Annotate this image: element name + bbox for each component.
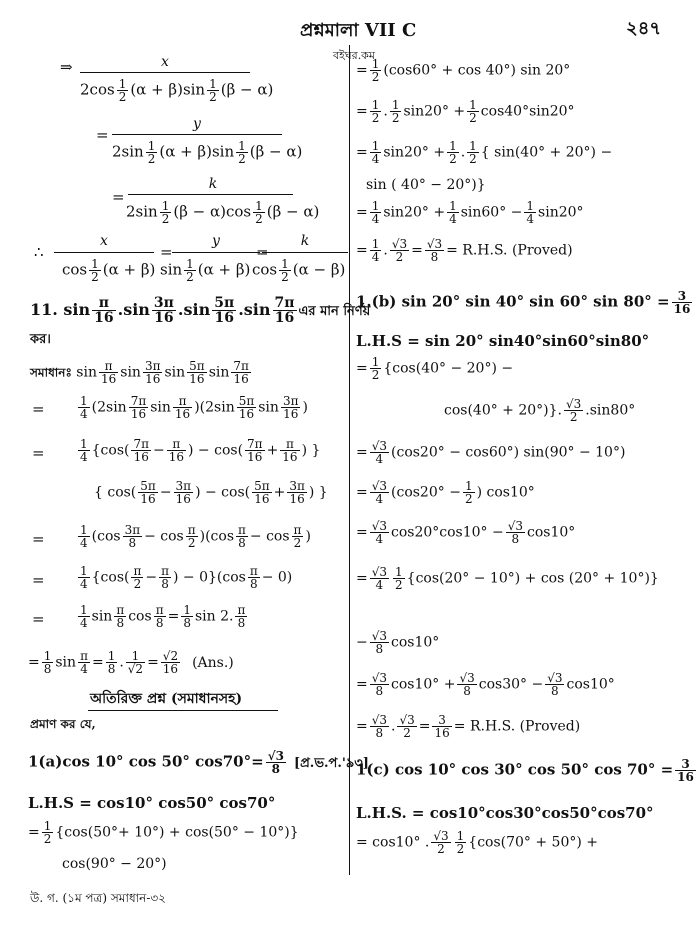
- eq-sign-1: =: [32, 400, 45, 418]
- right-b-line-5: = $\frac{√3}{4}$ cos20°cos10° − $\frac{√3}{8}$ cos10°: [356, 519, 576, 546]
- solution-line-1: $\frac{1}{4}$ (2sin $\frac{7\pi}{16}$ sin $\frac{\pi}{16}$ )(2sin $\frac{5\pi}{16}$ sin $\frac{3\pi}{16}$ ): [80, 394, 308, 421]
- result-den-2: sin $\frac{1}{2}$ (α + β): [160, 257, 251, 284]
- result-eq-1: =: [160, 243, 173, 261]
- right-c-line-1: = cos10° . $\frac{√3}{2}$ $\frac{1}{2}$ {cos(70° + 50°) +: [356, 829, 599, 856]
- ratio3-den: 2sin $\frac{1}{2}$ (β − α)cos $\frac{1}{2}$ (β − α): [126, 199, 320, 226]
- page-number: ২৪৭: [626, 18, 662, 39]
- right-line-3b: sin ( 40° − 20°)}: [366, 177, 486, 193]
- result-bar-2: [172, 252, 260, 253]
- solution-line-2: $\frac{1}{4}$ {cos( $\frac{7\pi}{16}$ − $\frac{\pi}{16}$ ) − cos( $\frac{7\pi}{16}$ + $\frac{\pi}{16}$ ) }: [80, 437, 321, 464]
- right-b-line-4: = $\frac{√3}{4}$ (cos20° − $\frac{1}{2}$ ) cos10°: [356, 479, 535, 506]
- result-den-3: cos $\frac{1}{2}$ (α − β): [252, 257, 346, 284]
- therefore-symbol: ∴: [34, 243, 44, 261]
- watermark: বইঘর.কম: [333, 49, 375, 62]
- lhs-1a-step1: = $\frac{1}{2}$ {cos(50°+ 10°) + cos(50° − 10°)}: [28, 819, 299, 846]
- question-11: 11. sin $\frac{\pi}{16}$ .sin $\frac{3\pi}{16}$ .sin $\frac{5\pi}{16}$ .sin $\frac{7\pi}{16}$ এর মান নির্ণয়: [30, 295, 371, 326]
- result-k: k: [300, 233, 310, 249]
- result-y: y: [212, 233, 220, 249]
- lhs-1a: L.H.S = cos10° cos50° cos70°: [28, 794, 276, 812]
- prove-label: প্রমাণ কর যে,: [30, 717, 96, 731]
- eq-sign-5: =: [32, 571, 45, 589]
- right-b-line-8: = $\frac{√3}{8}$ cos10° + $\frac{√3}{8}$ cos30° − $\frac{√3}{8}$ cos10°: [356, 671, 615, 698]
- result-bar-3: [262, 252, 348, 253]
- right-b-line-1: = $\frac{1}{2}$ {cos(40° − 20°) −: [356, 355, 514, 382]
- question-1c: 1(c) cos 10° cos 30° cos 50° cos 70° = $\frac{3}{16}$: [356, 757, 694, 784]
- right-line-1: = $\frac{1}{2}$ (cos60° + cos 40°) sin 20°: [356, 57, 571, 84]
- ratio2-den: 2sin $\frac{1}{2}$ (α + β)sin $\frac{1}{2}$ (β − α): [112, 139, 303, 166]
- ratio2-eq: =: [96, 126, 109, 144]
- extra-questions-heading: অতিরিক্ত প্রশ্ন (সমাধানসহ): [90, 691, 243, 707]
- page-title: প্রশ্নমালা VII C: [300, 20, 417, 41]
- question-1b: 1.(b) sin 20° sin 40° sin 60° sin 80° = $\frac{3}{16}$: [356, 289, 691, 316]
- solution-line-4: $\frac{1}{4}$ (cos $\frac{3\pi}{8}$ − cos $\frac{\pi}{2}$ )(cos $\frac{\pi}{8}$ − cos $\frac{\pi}{2}$ ): [80, 523, 311, 550]
- ratio2-num: y: [193, 116, 201, 132]
- right-line-5: = $\frac{1}{4}$ . $\frac{√3}{2}$ = $\frac{√3}{8}$ = R.H.S. (Proved): [356, 237, 573, 264]
- eq-sign-4: =: [32, 530, 45, 548]
- ratio1-den: 2cos $\frac{1}{2}$ (α + β)sin $\frac{1}{2}$ (β − α): [80, 77, 274, 104]
- result-x: x: [100, 233, 108, 249]
- eq-sign-2: =: [32, 444, 45, 462]
- eq-sign-6: =: [32, 610, 45, 628]
- ratio2-bar: [112, 134, 282, 135]
- right-b-line-6: = $\frac{√3}{4}$ $\frac{1}{2}$ {cos(20° − 10°) + cos (20° + 10°)}: [356, 565, 659, 592]
- right-line-3: = $\frac{1}{4}$ sin20° + $\frac{1}{2}$ . $\frac{1}{2}$ { sin(40° + 20°) −: [356, 139, 613, 166]
- right-b-line-2: cos(40° + 20°)}. $\frac{√3}{2}$ .sin80°: [444, 397, 636, 424]
- right-line-4: = $\frac{1}{4}$ sin20° + $\frac{1}{4}$ sin60° − $\frac{1}{4}$ sin20°: [356, 199, 584, 226]
- question-11-tail: কর।: [30, 332, 51, 347]
- ratio1-bar: [80, 72, 250, 73]
- lhs-1b: L.H.S = sin 20° sin40°sin60°sin80°: [356, 332, 650, 350]
- right-b-line-7: − $\frac{√3}{8}$ cos10°: [356, 629, 440, 656]
- solution-line-3: { cos( $\frac{5\pi}{16}$ − $\frac{3\pi}{16}$ ) − cos( $\frac{5\pi}{16}$ + $\frac{3\pi}{16}$ ) }: [94, 479, 328, 506]
- result-bar-1: [54, 252, 154, 253]
- right-b-line-9: = $\frac{√3}{8}$ . $\frac{√3}{2}$ = $\frac{3}{16}$ = R.H.S. (Proved): [356, 713, 581, 740]
- ratio3-num: k: [208, 176, 218, 192]
- ratio1-num: x: [161, 54, 169, 70]
- ratio3-bar: [128, 194, 293, 195]
- ratio3-eq: =: [112, 188, 125, 206]
- solution-line-7: = $\frac{1}{8}$ sin $\frac{\pi}{4}$ = $\frac{1}{8}$ . $\frac{1}{√2}$ = $\frac{√2}{16}$ (Ans.): [28, 649, 234, 676]
- solution-line-0: সমাধানঃ sin $\frac{\pi}{16}$ sin $\frac{3\pi}{16}$ sin $\frac{5\pi}{16}$ sin $\frac{7\pi}{16}$: [30, 359, 249, 386]
- question-1a: 1(a)cos 10° cos 50° cos70°= $\frac{√3}{8}$ [প্র.ভ.প.'৯৩]: [28, 749, 369, 776]
- result-eq-2: =: [256, 243, 269, 261]
- result-den-1: cos $\frac{1}{2}$ (α + β): [62, 257, 156, 284]
- right-line-2: = $\frac{1}{2}$ . $\frac{1}{2}$ sin20° + $\frac{1}{2}$ cos40°sin20°: [356, 98, 575, 125]
- heading-underline: [88, 710, 278, 711]
- implies-symbol: ⇒: [60, 58, 73, 76]
- solution-line-5: $\frac{1}{4}$ {cos( $\frac{\pi}{2}$ − $\frac{\pi}{8}$ ) − 0}(cos $\frac{\pi}{8}$ − 0): [80, 564, 293, 591]
- right-b-line-3: = $\frac{√3}{4}$ (cos20° − cos60°) sin(90° − 10°): [356, 439, 626, 466]
- lhs-1c: L.H.S. = cos10°cos30°cos50°cos70°: [356, 804, 654, 822]
- page-footer: উ. গ. (১ম পত্র) সমাধান-৩২: [30, 891, 166, 905]
- solution-line-6: $\frac{1}{4}$ sin $\frac{\pi}{8}$ cos $\frac{\pi}{8}$ = $\frac{1}{8}$ sin 2. $\frac{\pi}{8}$: [80, 603, 246, 630]
- lhs-1a-step2: cos(90° − 20°): [62, 856, 167, 872]
